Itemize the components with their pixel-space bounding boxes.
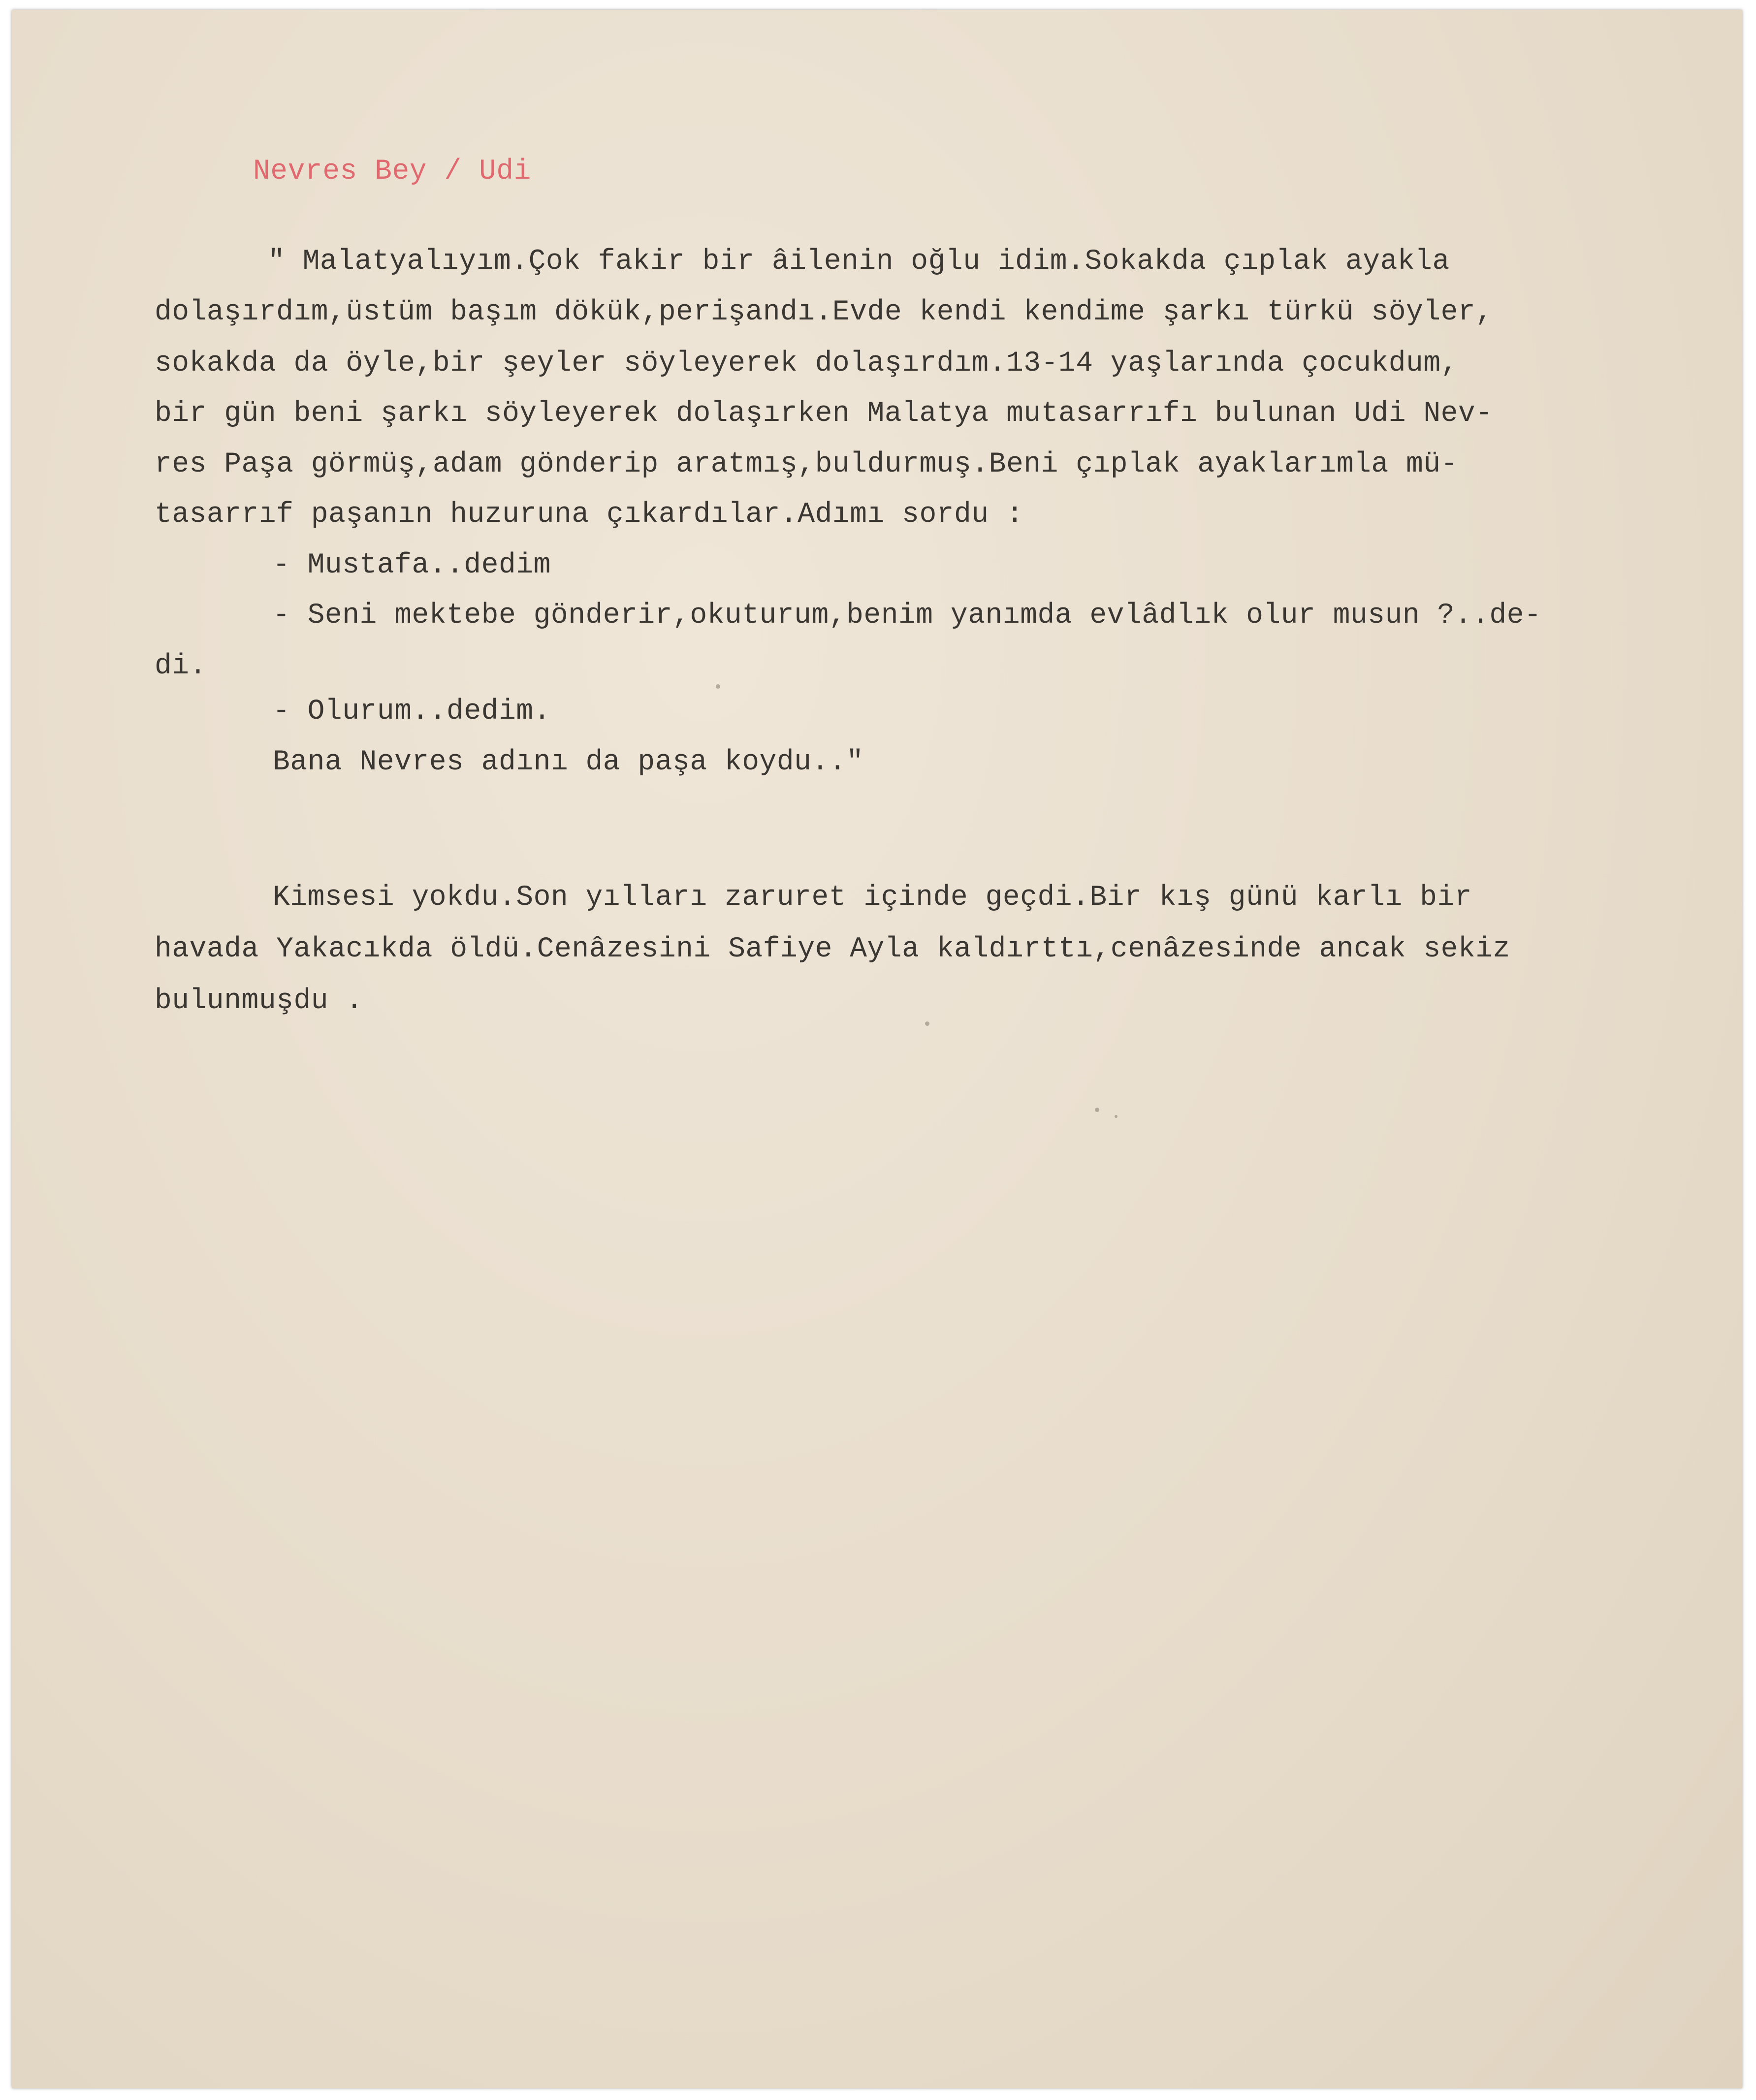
paper-speck <box>1095 1108 1099 1112</box>
quote-line-8: - Seni mektebe gönderir,okuturum,benim yanımda evlâdlık olur musun ?..de- <box>273 600 1542 632</box>
typewritten-page <box>12 10 1742 2088</box>
quote-line-6: tasarrıf paşanın huzuruna çıkardılar.Adımı sordu : <box>155 499 1024 531</box>
quote-line-1: " Malatyalıyım.Çok fakir bir âilenin oğlu idim.Sokakda çıplak ayakla <box>268 246 1450 278</box>
paper-speck <box>925 1021 929 1026</box>
closing-line-1: Kimsesi yokdu.Son yılları zaruret içinde geçdi.Bir kış günü karlı bir <box>273 882 1472 914</box>
quote-line-7: - Mustafa..dedim <box>273 549 551 581</box>
paper-speck <box>716 684 720 689</box>
quote-line-3: sokakda da öyle,bir şeyler söyleyerek dolaşırdım.13-14 yaşlarında çocukdum, <box>155 348 1458 380</box>
quote-line-9: di. <box>155 650 207 682</box>
quote-line-2: dolaşırdım,üstüm başım dökük,perişandı.Evde kendi kendime şarkı türkü söyler, <box>155 296 1493 328</box>
document-heading: Nevres Bey / Udi <box>253 156 531 188</box>
quote-line-11: Bana Nevres adını da paşa koydu.." <box>273 746 864 778</box>
quote-line-5: res Paşa görmüş,adam gönderip aratmış,buldurmuş.Beni çıplak ayaklarımla mü- <box>155 448 1458 480</box>
quote-line-10: - Olurum..dedim. <box>273 696 551 728</box>
paper-speck <box>1115 1115 1117 1118</box>
quote-line-4: bir gün beni şarkı söyleyerek dolaşırken Malatya mutasarrıfı bulunan Udi Nev- <box>155 398 1493 430</box>
closing-line-3: bulunmuşdu . <box>155 985 363 1017</box>
closing-line-2: havada Yakacıkda öldü.Cenâzesini Safiye Ayla kaldırttı,cenâzesinde ancak sekiz <box>155 933 1510 965</box>
